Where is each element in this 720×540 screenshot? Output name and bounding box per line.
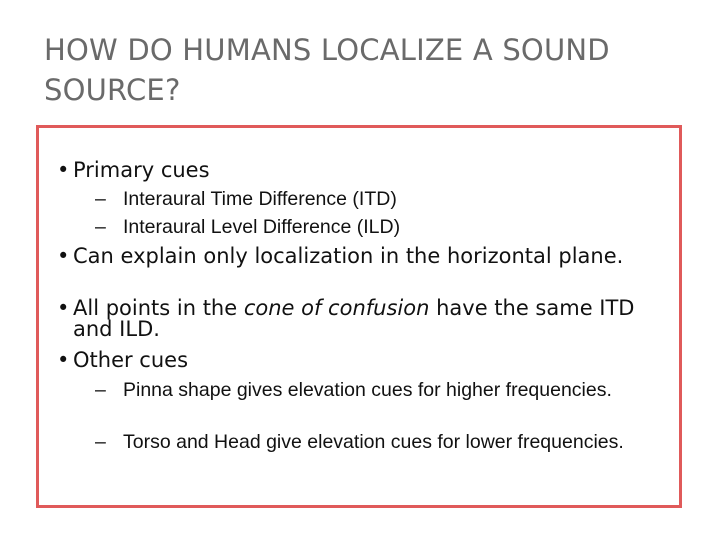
sub-marker: – — [95, 431, 106, 453]
bullet-text: Can explain only localization in the horizontal plane. — [73, 244, 624, 268]
bullet-item — [57, 298, 667, 340]
bullet-marker: • — [57, 296, 70, 320]
bullet-item — [57, 246, 667, 267]
bullet-marker: • — [57, 244, 70, 268]
bullet-item — [57, 350, 667, 371]
slide-title: HOW DO HUMANS LOCALIZE A SOUND SOURCE? — [44, 33, 610, 107]
bullet-marker: • — [57, 158, 70, 182]
bullet-text-after: have the same ITD and ILD. — [73, 296, 635, 341]
bullet-marker: • — [57, 348, 70, 372]
sub-item — [95, 431, 655, 453]
sub-marker: – — [95, 216, 106, 238]
bullet-item — [57, 160, 667, 181]
sub-item — [95, 216, 655, 238]
emphasis-term: cone of confusion — [243, 296, 430, 320]
bullet-text: Primary cues — [73, 158, 210, 182]
sub-item — [95, 188, 655, 210]
bullet-text-before: All points in the — [73, 296, 244, 320]
sub-text: Torso and Head give elevation cues for lower frequencies. — [123, 431, 624, 453]
bullet-text — [73, 298, 667, 340]
sub-text: Pinna shape gives elevation cues for higher frequencies. — [123, 379, 612, 401]
sub-text: Interaural Level Difference (ILD) — [123, 216, 401, 238]
sub-marker: – — [95, 379, 106, 401]
sub-item — [95, 379, 655, 401]
sub-marker: – — [95, 188, 106, 210]
bullet-text: Other cues — [73, 348, 189, 372]
content-box — [36, 125, 682, 508]
sub-text: Interaural Time Difference (ITD) — [123, 188, 397, 210]
